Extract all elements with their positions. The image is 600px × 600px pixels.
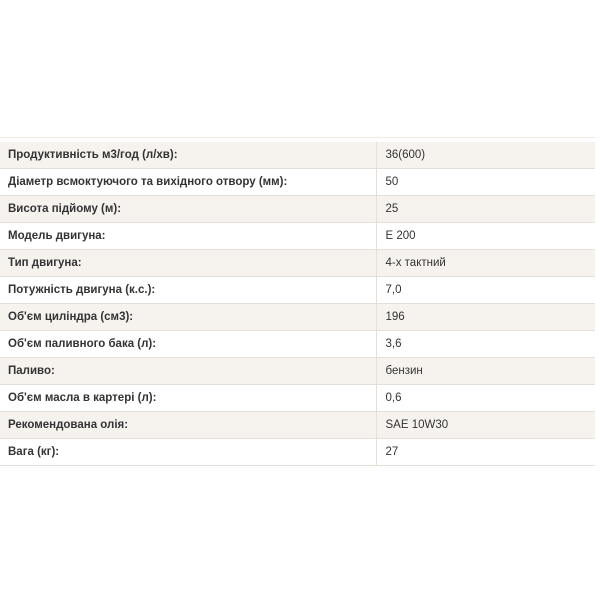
- spec-row-fuel-tank-volume: [0, 331, 595, 358]
- spec-value: бензин: [376, 358, 595, 385]
- spec-value: 3,6: [376, 331, 595, 358]
- spec-value: 27: [376, 439, 595, 466]
- spec-row-oil-volume: [0, 385, 595, 412]
- spec-label: Потужність двигуна (к.с.):: [0, 277, 376, 304]
- spec-value: 50: [376, 169, 595, 196]
- spec-row-productivity: [0, 142, 595, 169]
- spec-row-engine-model: [0, 223, 595, 250]
- spec-label: Модель двигуна:: [0, 223, 376, 250]
- spec-value: 25: [376, 196, 595, 223]
- spec-row-weight: [0, 439, 595, 466]
- spec-label: Висота підйому (м):: [0, 196, 376, 223]
- spec-value: 0,6: [376, 385, 595, 412]
- spec-row-cylinder-volume: [0, 304, 595, 331]
- spec-row-fuel: [0, 358, 595, 385]
- spec-label: Об'єм паливного бака (л):: [0, 331, 376, 358]
- spec-value: 36(600): [376, 142, 595, 169]
- spec-label: Рекомендована олія:: [0, 412, 376, 439]
- spec-value: 4-х тактний: [376, 250, 595, 277]
- spec-row-lift-height: [0, 196, 595, 223]
- spec-row-engine-type: [0, 250, 595, 277]
- spec-value: 7,0: [376, 277, 595, 304]
- spec-row-recommended-oil: [0, 412, 595, 439]
- spec-label: Паливо:: [0, 358, 376, 385]
- spec-label: Об'єм циліндра (см3):: [0, 304, 376, 331]
- spec-label: Вага (кг):: [0, 439, 376, 466]
- spec-value: SAE 10W30: [376, 412, 595, 439]
- spec-label: Об'єм масла в картері (л):: [0, 385, 376, 412]
- specifications-body: [0, 142, 595, 466]
- spec-row-engine-power: [0, 277, 595, 304]
- spec-value: 196: [376, 304, 595, 331]
- spec-label: Тип двигуна:: [0, 250, 376, 277]
- spec-value: E 200: [376, 223, 595, 250]
- spec-label: Діаметр всмоктуючого та вихідного отвору (мм):: [0, 169, 376, 196]
- spec-label: Продуктивність м3/год (л/хв):: [0, 142, 376, 169]
- spec-row-diameter: [0, 169, 595, 196]
- specifications-table: [0, 142, 595, 466]
